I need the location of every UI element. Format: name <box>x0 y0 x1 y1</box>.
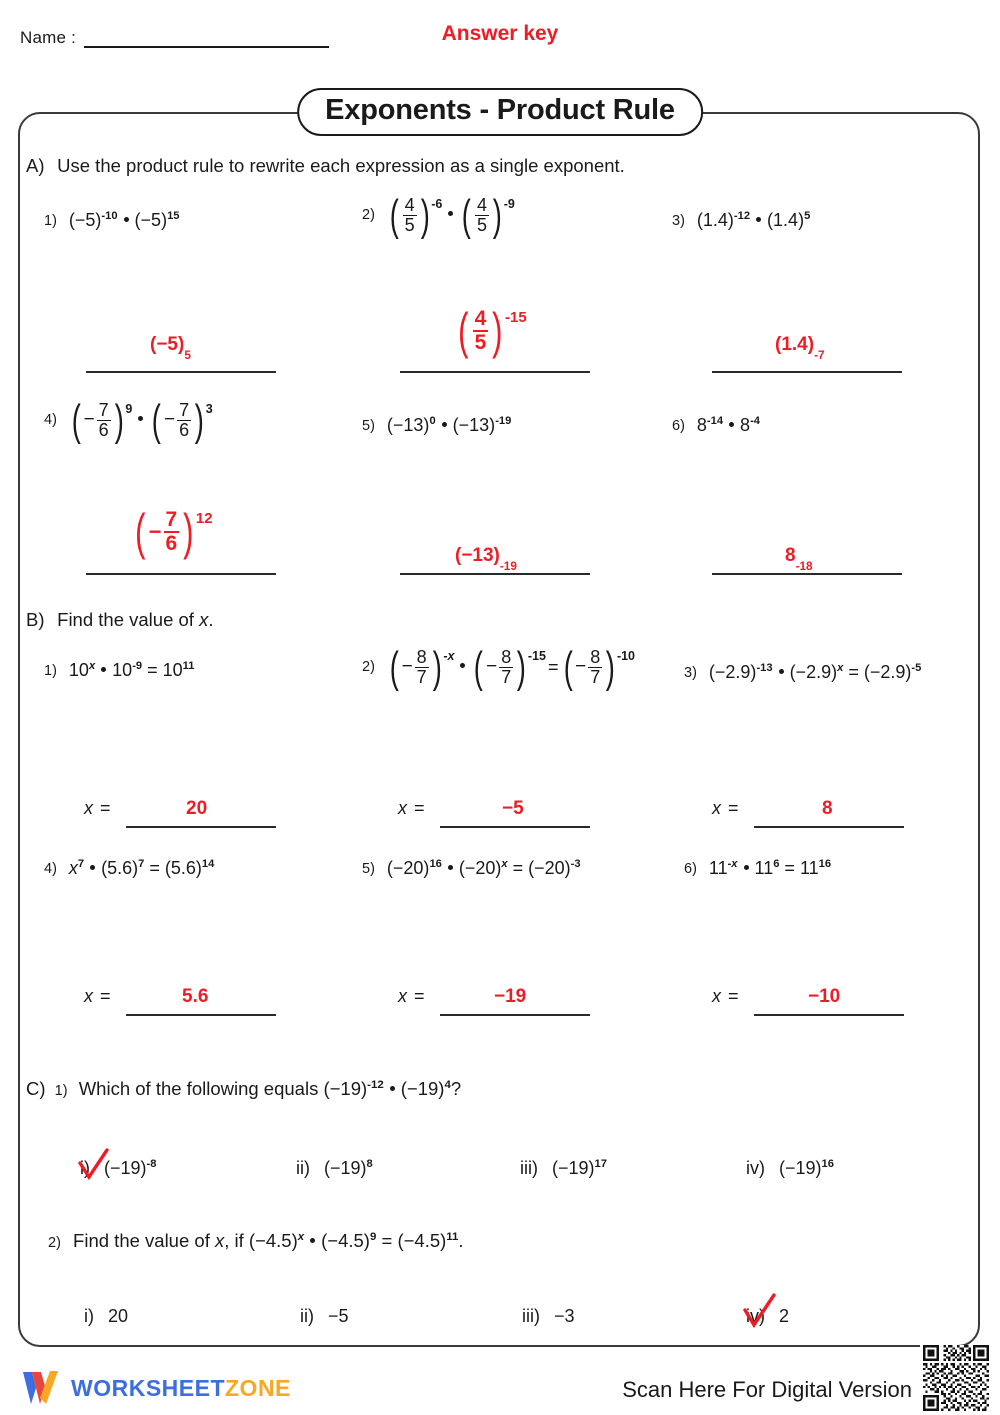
problem-a1-expression: $(-5)^{-10}$ $(-5)^{15}$ <box>68 210 180 230</box>
section-c-letter: C) <box>26 1078 46 1099</box>
x-equals-b4: x = <box>84 986 111 1006</box>
problem-b3-expression: $(-2.9)^{-13}$ $(-2.9)^x = (-2.9)^{-5}$ <box>708 662 922 682</box>
problem-b5-expression: $(-20)^{16}$ $(-20)^x = (-20)^{-3}$ <box>386 858 581 878</box>
answer-b5: −19 <box>494 986 527 1007</box>
worksheet-zone-logo[interactable] <box>20 1368 291 1408</box>
multiply-dot-icon <box>448 865 453 870</box>
section-c-q1-text: Which of the following equals $(-19)^{-12}$ $(-19)^4$? <box>78 1078 462 1099</box>
left-paren: ( <box>135 503 146 560</box>
problem-b2 <box>362 642 636 692</box>
exp: 15 <box>167 210 180 222</box>
left-paren: ( <box>71 395 81 445</box>
option-c1-ii[interactable] <box>296 1158 373 1179</box>
multiply-dot-icon <box>744 865 749 870</box>
option-c1-iv-label: $(-19)^{16}$ <box>779 1158 834 1178</box>
x-equals-b6: x = <box>712 986 739 1006</box>
answer-line-a3[interactable] <box>712 371 902 373</box>
right-paren: ) <box>194 395 204 445</box>
option-c2-iii[interactable] <box>522 1306 575 1327</box>
page-title: Exponents - Product Rule <box>297 88 703 136</box>
option-c2-iii-label: −3 <box>554 1306 575 1326</box>
problem-a6 <box>672 415 760 436</box>
multiply-dot-icon <box>448 211 453 216</box>
multiply-dot-icon <box>756 217 761 222</box>
logo-text <box>71 1375 291 1402</box>
section-c-q2-heading <box>48 1230 464 1252</box>
problem-b4-number: 4) <box>44 860 57 877</box>
answer-a1: (−5) 5 <box>150 334 191 362</box>
option-c1-iii-roman: iii) <box>520 1158 538 1178</box>
answer-key-badge: Answer key <box>441 22 559 45</box>
problem-a2 <box>362 190 515 240</box>
problem-a6-number: 6) <box>672 417 685 434</box>
problem-b4 <box>44 858 214 879</box>
logo-word-zone: ZONE <box>225 1374 291 1401</box>
answer-a2: ( $\frac{4}{5}$ ) -15 <box>458 302 527 359</box>
section-a-letter: A) <box>26 155 45 176</box>
answer-line-b3[interactable] <box>754 826 904 828</box>
exp: -10 <box>101 210 118 222</box>
problem-b6-number: 6) <box>684 860 697 877</box>
answer-a5: (−13) -19 <box>455 545 517 573</box>
problem-a5 <box>362 415 511 436</box>
left-paren: ( <box>389 190 399 240</box>
multiply-dot-icon <box>138 416 143 421</box>
worksheet-frame <box>18 112 980 1347</box>
answer-line-a1[interactable] <box>86 371 276 373</box>
section-a-heading <box>26 155 625 177</box>
right-paren: ) <box>114 395 124 445</box>
x-equals-b1: x = <box>84 798 111 818</box>
problem-a2-expression: ( $\frac{4}{5}$ ) -6 ( $\frac{4}{5}$ ) -9 <box>389 190 515 240</box>
section-c-q2-number: 2) <box>48 1235 61 1251</box>
answer-line-b1[interactable] <box>126 826 276 828</box>
answer-b1: 20 <box>186 798 208 819</box>
logo-w-icon <box>20 1368 62 1408</box>
option-c1-ii-label: $(-19)^8$ <box>324 1158 373 1178</box>
qr-code[interactable] <box>920 1345 992 1411</box>
x-equals-b5: x = <box>398 986 425 1006</box>
multiply-dot-icon <box>779 669 784 674</box>
answer-b2: −5 <box>502 798 524 819</box>
section-b-heading <box>26 609 213 631</box>
left-paren: ( <box>458 302 469 359</box>
problem-b3 <box>684 662 921 683</box>
problem-b6-expression: $11^{-x}$ $11^6 = 11^{16}$ <box>708 858 832 878</box>
logo-word-worksheet: WORKSHEET <box>71 1374 225 1401</box>
option-c2-iv-label: 2 <box>779 1306 790 1326</box>
problem-b4-expression: $x^7$ $(5.6)^7 = (5.6)^{14}$ <box>68 858 215 878</box>
problem-a6-expression: $8^{-14}$ $8^{-4}$ <box>696 415 760 435</box>
problem-a4-number: 4) <box>44 412 57 429</box>
problem-b5-number: 5) <box>362 860 375 877</box>
option-c2-ii-roman: ii) <box>300 1306 314 1326</box>
option-c2-iv[interactable] <box>746 1306 789 1327</box>
answer-a6: 8 -18 <box>785 545 813 573</box>
section-b-letter: B) <box>26 609 45 630</box>
problem-b1-number: 1) <box>44 662 57 679</box>
answer-line-a4[interactable] <box>86 573 276 575</box>
option-c1-i-label: $(-19)^{-8}$ <box>104 1158 157 1178</box>
option-c1-iii[interactable] <box>520 1158 607 1179</box>
answer-a4: ( − $\frac{7}{6}$ ) 12 <box>135 503 213 560</box>
option-c1-iv-roman: iv) <box>746 1158 765 1178</box>
answer-line-b2[interactable] <box>440 826 590 828</box>
problem-a3-number: 3) <box>672 212 685 229</box>
multiply-dot-icon <box>101 667 106 672</box>
multiply-dot-icon <box>310 1238 315 1243</box>
answer-line-b4[interactable] <box>126 1014 276 1016</box>
option-c2-iii-roman: iii) <box>522 1306 540 1326</box>
problem-b6 <box>684 858 831 879</box>
option-c2-i-label: 20 <box>108 1306 129 1326</box>
right-paren: ) <box>492 302 503 359</box>
left-paren: ( <box>152 395 162 445</box>
multiply-dot-icon <box>390 1086 395 1091</box>
multiply-dot-icon <box>729 422 734 427</box>
multiply-dot-icon <box>124 217 129 222</box>
x-equals-b3: x = <box>712 798 739 818</box>
option-c2-i[interactable] <box>84 1306 128 1327</box>
answer-b6: −10 <box>808 986 841 1007</box>
answer-a3: (1.4) -7 <box>775 334 825 362</box>
right-paren: ) <box>420 190 430 240</box>
option-c1-iv[interactable] <box>746 1158 834 1179</box>
option-c2-i-roman: i) <box>84 1306 94 1326</box>
scan-instruction-text: Scan Here For Digital Version <box>622 1377 912 1402</box>
problem-a5-expression: $(-13)^0$ $(-13)^{-19}$ <box>386 415 512 435</box>
option-c2-ii[interactable] <box>300 1306 349 1327</box>
section-c-q1-heading <box>26 1078 461 1100</box>
problem-b5 <box>362 858 581 879</box>
x-equals-b2: x = <box>398 798 425 818</box>
problem-a4 <box>44 395 213 445</box>
section-c-q2-text: Find the value of x, if $(-4.5)^x$ $(-4.5)^9 = (-4.5)^{11}$. <box>73 1230 464 1251</box>
multiply-dot-icon <box>90 865 95 870</box>
option-c2-ii-label: −5 <box>328 1306 349 1326</box>
problem-b1 <box>44 660 194 681</box>
section-c-q1-number: 1) <box>54 1083 68 1099</box>
problem-a1 <box>44 210 179 231</box>
option-c2-iv-roman: iv) <box>746 1306 765 1326</box>
answer-b3: 8 <box>822 798 833 819</box>
answer-line-a6[interactable] <box>712 573 902 575</box>
answer-line-a5[interactable] <box>400 573 590 575</box>
problem-a4-expression: ( − $\frac{7}{6}$ ) 9 ( − $\frac{7}{6}$ ) 3 <box>71 395 213 445</box>
problem-a2-number: 2) <box>362 207 375 224</box>
name-label: Name : <box>20 28 76 47</box>
option-c1-iii-label: $(-19)^{17}$ <box>552 1158 607 1178</box>
problem-a1-number: 1) <box>44 212 57 229</box>
option-c1-ii-roman: ii) <box>296 1158 310 1178</box>
right-paren: ) <box>183 503 194 560</box>
option-c1-i-roman: i) <box>80 1158 90 1178</box>
problem-a5-number: 5) <box>362 417 375 434</box>
problem-a3-expression: $(1.4)^{-12}$ $(1.4)^5$ <box>696 210 811 230</box>
multiply-dot-icon <box>460 663 465 668</box>
answer-line-a2[interactable] <box>400 371 590 373</box>
left-paren: ( <box>462 190 472 240</box>
section-b-instruction: Find the value of x. <box>57 609 214 630</box>
option-c1-i[interactable] <box>80 1158 156 1179</box>
section-a-instruction: Use the product rule to rewrite each expression as a single exponent. <box>57 155 625 176</box>
multiply-dot-icon <box>442 422 447 427</box>
problem-b1-expression: 10$^x$ $10^{-9} = 10^{11}$ <box>68 660 195 680</box>
answer-line-b6[interactable] <box>754 1014 904 1016</box>
problem-b3-number: 3) <box>684 664 697 681</box>
problem-b2-expression: ( − $\frac{8}{7}$ ) -x ( − $\frac{8}{7}$ ) -15 = ( − $\frac{8}{7}$ ) -10 <box>389 642 636 692</box>
problem-b2-number: 2) <box>362 659 375 676</box>
answer-line-b5[interactable] <box>440 1014 590 1016</box>
right-paren: ) <box>492 190 502 240</box>
problem-a3 <box>672 210 810 231</box>
answer-b4: 5.6 <box>182 986 209 1007</box>
